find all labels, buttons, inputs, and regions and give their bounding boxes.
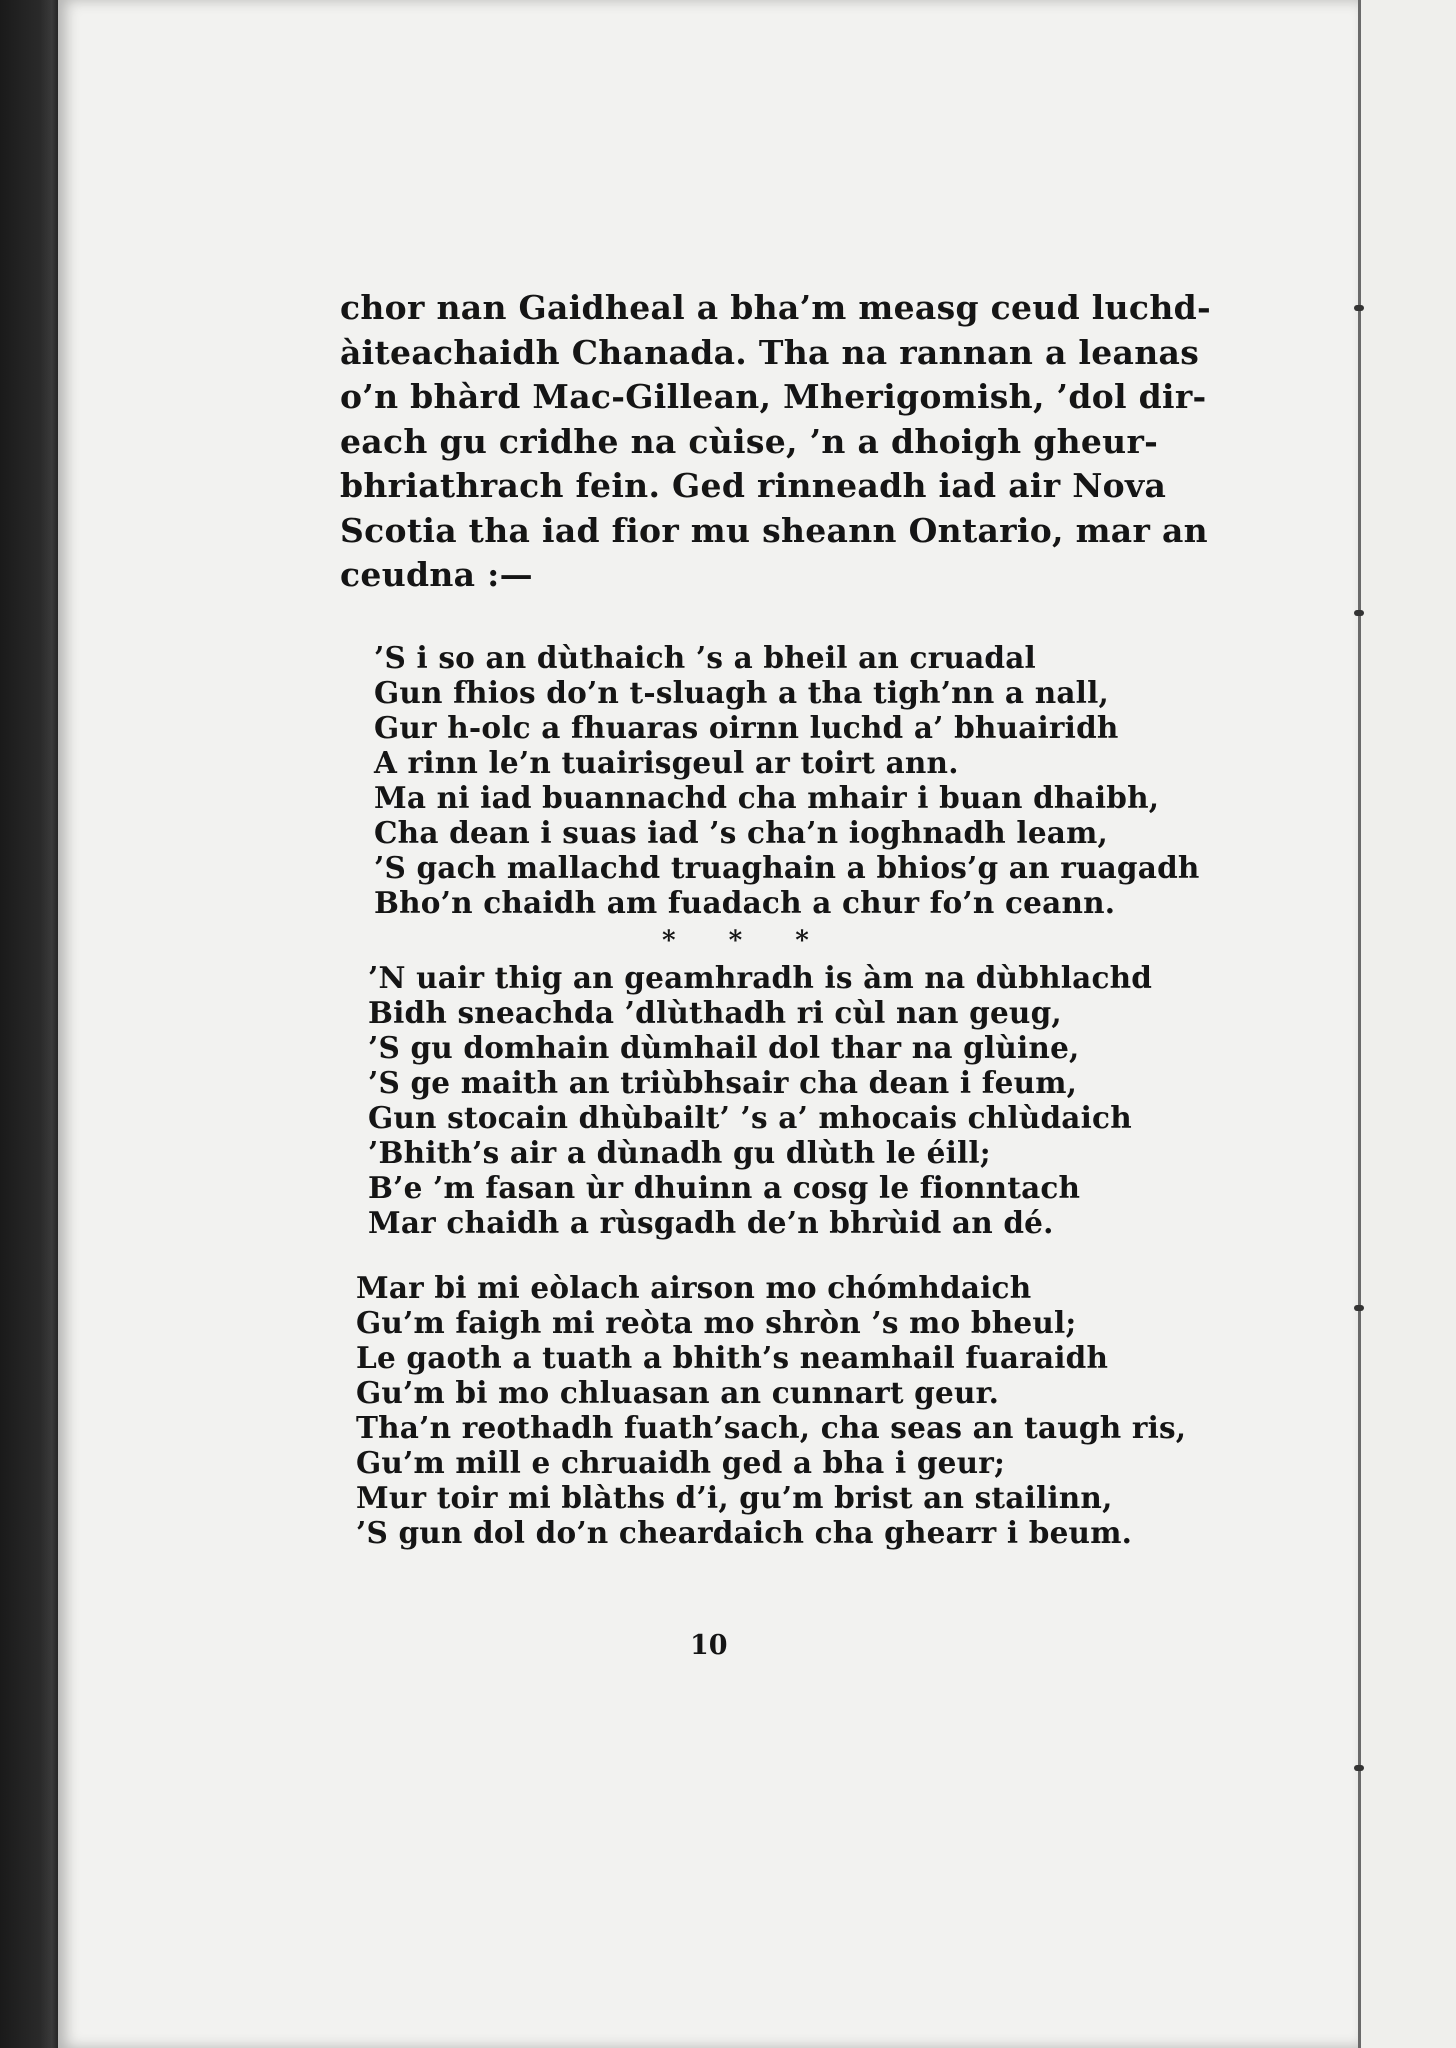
verse-line: B’e ’m fasan ùr dhuinn a cosg le fionntach [368, 1169, 1081, 1205]
prose-paragraph [340, 286, 1211, 598]
prose-line: each gu cridhe na cùise, ’n a dhoigh gheur- [340, 421, 1159, 461]
page-edge-mark [1354, 1305, 1364, 1311]
verse-line: Ma ni iad buannachd cha mhair i buan dhaibh, [374, 779, 1160, 815]
verse-line: Gu’m faigh mi reòta mo shròn ’s mo bheul; [356, 1304, 1077, 1340]
prose-line: bhriathrach fein. Ged rinneadh iad air Nova [340, 466, 1167, 505]
verse-line: Gun stocain dhùbailt’ ’s a’ mhocais chlùdaich [368, 1099, 1132, 1135]
stanza-separator: * * * [662, 925, 831, 956]
verse-line: ’S gach mallachd truaghain a bhios’g an ruagadh [374, 849, 1200, 885]
verse-line: Le gaoth a tuath a bhith’s neamhail fuaraidh [356, 1339, 1109, 1375]
page-number: 10 [690, 1630, 728, 1661]
verse-line: ’N uair thig an geamhradh is àm na dùbhlachd [368, 959, 1153, 995]
verse-line: Gu’m mill e chruaidh ged a bha i geur; [356, 1444, 1006, 1480]
poem-stanza-3 [340, 1269, 1187, 1550]
verse-line: Gun fhios do’n t-sluagh a tha tigh’nn a nall, [374, 674, 1109, 710]
verse-line: ’S gun dol do’n cheardaich cha ghearr i beum. [356, 1514, 1133, 1550]
verse-line: Gur h-olc a fhuaras oirnn luchd a’ bhuairidh [374, 709, 1119, 745]
verse-line: Gu’m bi mo chluasan an cunnart geur. [356, 1374, 1000, 1410]
verse-line: Mur toir mi blàths d’i, gu’m brist an stailinn, [356, 1479, 1113, 1515]
verse-line: ’S gu domhain dùmhail dol thar na glùine, [368, 1029, 1080, 1065]
verse-line: Mar chaidh a rùsgadh de’n bhrùid an dé. [368, 1204, 1054, 1240]
prose-line: chor nan Gaidheal a bha’m measg ceud luchd- [340, 288, 1211, 327]
verse-line: Bho’n chaidh am fuadach a chur fo’n ceann. [374, 884, 1116, 920]
page-text [340, 286, 1211, 1550]
verse-line: ’S i so an dùthaich ’s a bheil an cruadal [374, 639, 1036, 675]
verse-line: A rinn le’n tuairisgeul ar toirt ann. [374, 744, 959, 780]
prose-line: ceudna :— [340, 555, 533, 594]
verse-line: ’Bhith’s air a dùnadh gu dlùth le éill; [368, 1134, 991, 1170]
poem-stanza-1 [340, 639, 1200, 920]
prose-line: àiteachaidh Chanada. Tha na rannan a leanas [340, 332, 1200, 372]
prose-line: Scotia tha iad fior mu sheann Ontario, mar an [340, 510, 1208, 550]
page-edge-mark [1354, 305, 1364, 311]
facing-page-edge [1358, 0, 1456, 2048]
poem-stanza-2 [340, 960, 1160, 1240]
verse-line: Bidh sneachda ’dlùthadh ri cùl nan geug, [368, 994, 1062, 1030]
verse-line: Tha’n reothadh fuath’sach, cha seas an taugh ris, [356, 1409, 1187, 1445]
prose-line: o’n bhàrd Mac-Gillean, Mherigomish, ’dol dir- [340, 377, 1207, 416]
verse-line: ’S ge maith an triùbhsair cha dean i feum, [368, 1064, 1078, 1100]
verse-line: Cha dean i suas iad ’s cha’n ioghnadh leam, [374, 814, 1108, 850]
verse-line: Mar bi mi eòlach airson mo chómhdaich [356, 1269, 1032, 1305]
page-edge-mark [1354, 610, 1364, 616]
page-edge-mark [1354, 1765, 1364, 1771]
